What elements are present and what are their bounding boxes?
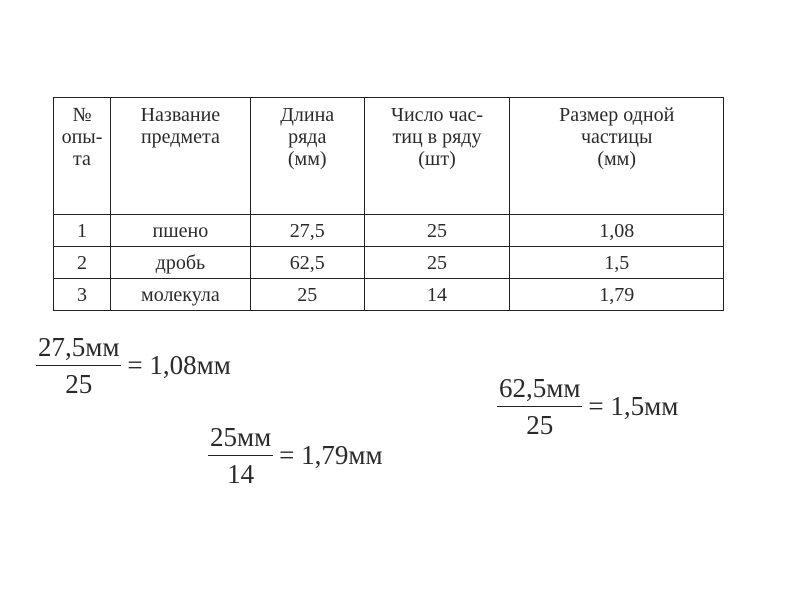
fraction-bar (497, 406, 582, 407)
table-cell: 1 (54, 215, 111, 247)
fraction-numerator: 25мм (210, 422, 272, 452)
header-object-name: Название предмета (110, 98, 250, 215)
table-row (54, 247, 724, 279)
formula-shot (497, 374, 678, 440)
table-cell: 1,5 (510, 247, 724, 279)
formula-molecule (208, 423, 383, 489)
table-cell: 62,5 (250, 247, 364, 279)
table-cell: 1,79 (510, 279, 724, 311)
fraction (36, 333, 121, 399)
table-cell: пшено (110, 215, 250, 247)
formula-result: = 1,08мм (127, 350, 231, 381)
table-cell: 25 (250, 279, 364, 311)
table-cell: молекула (110, 279, 250, 311)
fraction (497, 374, 582, 440)
fraction-numerator: 27,5мм (38, 332, 120, 362)
header-particle-count: Число час- тиц в ряду (шт) (364, 98, 510, 215)
table-row (54, 279, 724, 311)
fraction-bar (208, 455, 273, 456)
table-cell: дробь (110, 247, 250, 279)
table-header-row (54, 98, 724, 215)
formula-result: = 1,5мм (588, 391, 679, 422)
header-row-length: Длина ряда (мм) (250, 98, 364, 215)
experiment-table (53, 97, 724, 311)
fraction-denominator: 25 (65, 369, 93, 400)
formula-result: = 1,79мм (279, 440, 383, 471)
table-cell: 27,5 (250, 215, 364, 247)
fraction (208, 423, 273, 489)
fraction-bar (36, 365, 121, 366)
fraction-numerator: 62,5мм (499, 373, 581, 403)
fraction-denominator: 14 (227, 459, 255, 490)
table-cell: 3 (54, 279, 111, 311)
header-experiment-number: № опы- та (54, 98, 111, 215)
fraction-denominator: 25 (526, 410, 554, 441)
table-cell: 2 (54, 247, 111, 279)
table-cell: 14 (364, 279, 510, 311)
table-row (54, 215, 724, 247)
header-particle-size: Размер одной частицы (мм) (510, 98, 724, 215)
table-cell: 1,08 (510, 215, 724, 247)
table-cell: 25 (364, 215, 510, 247)
table-cell: 25 (364, 247, 510, 279)
formula-millet (36, 333, 231, 399)
